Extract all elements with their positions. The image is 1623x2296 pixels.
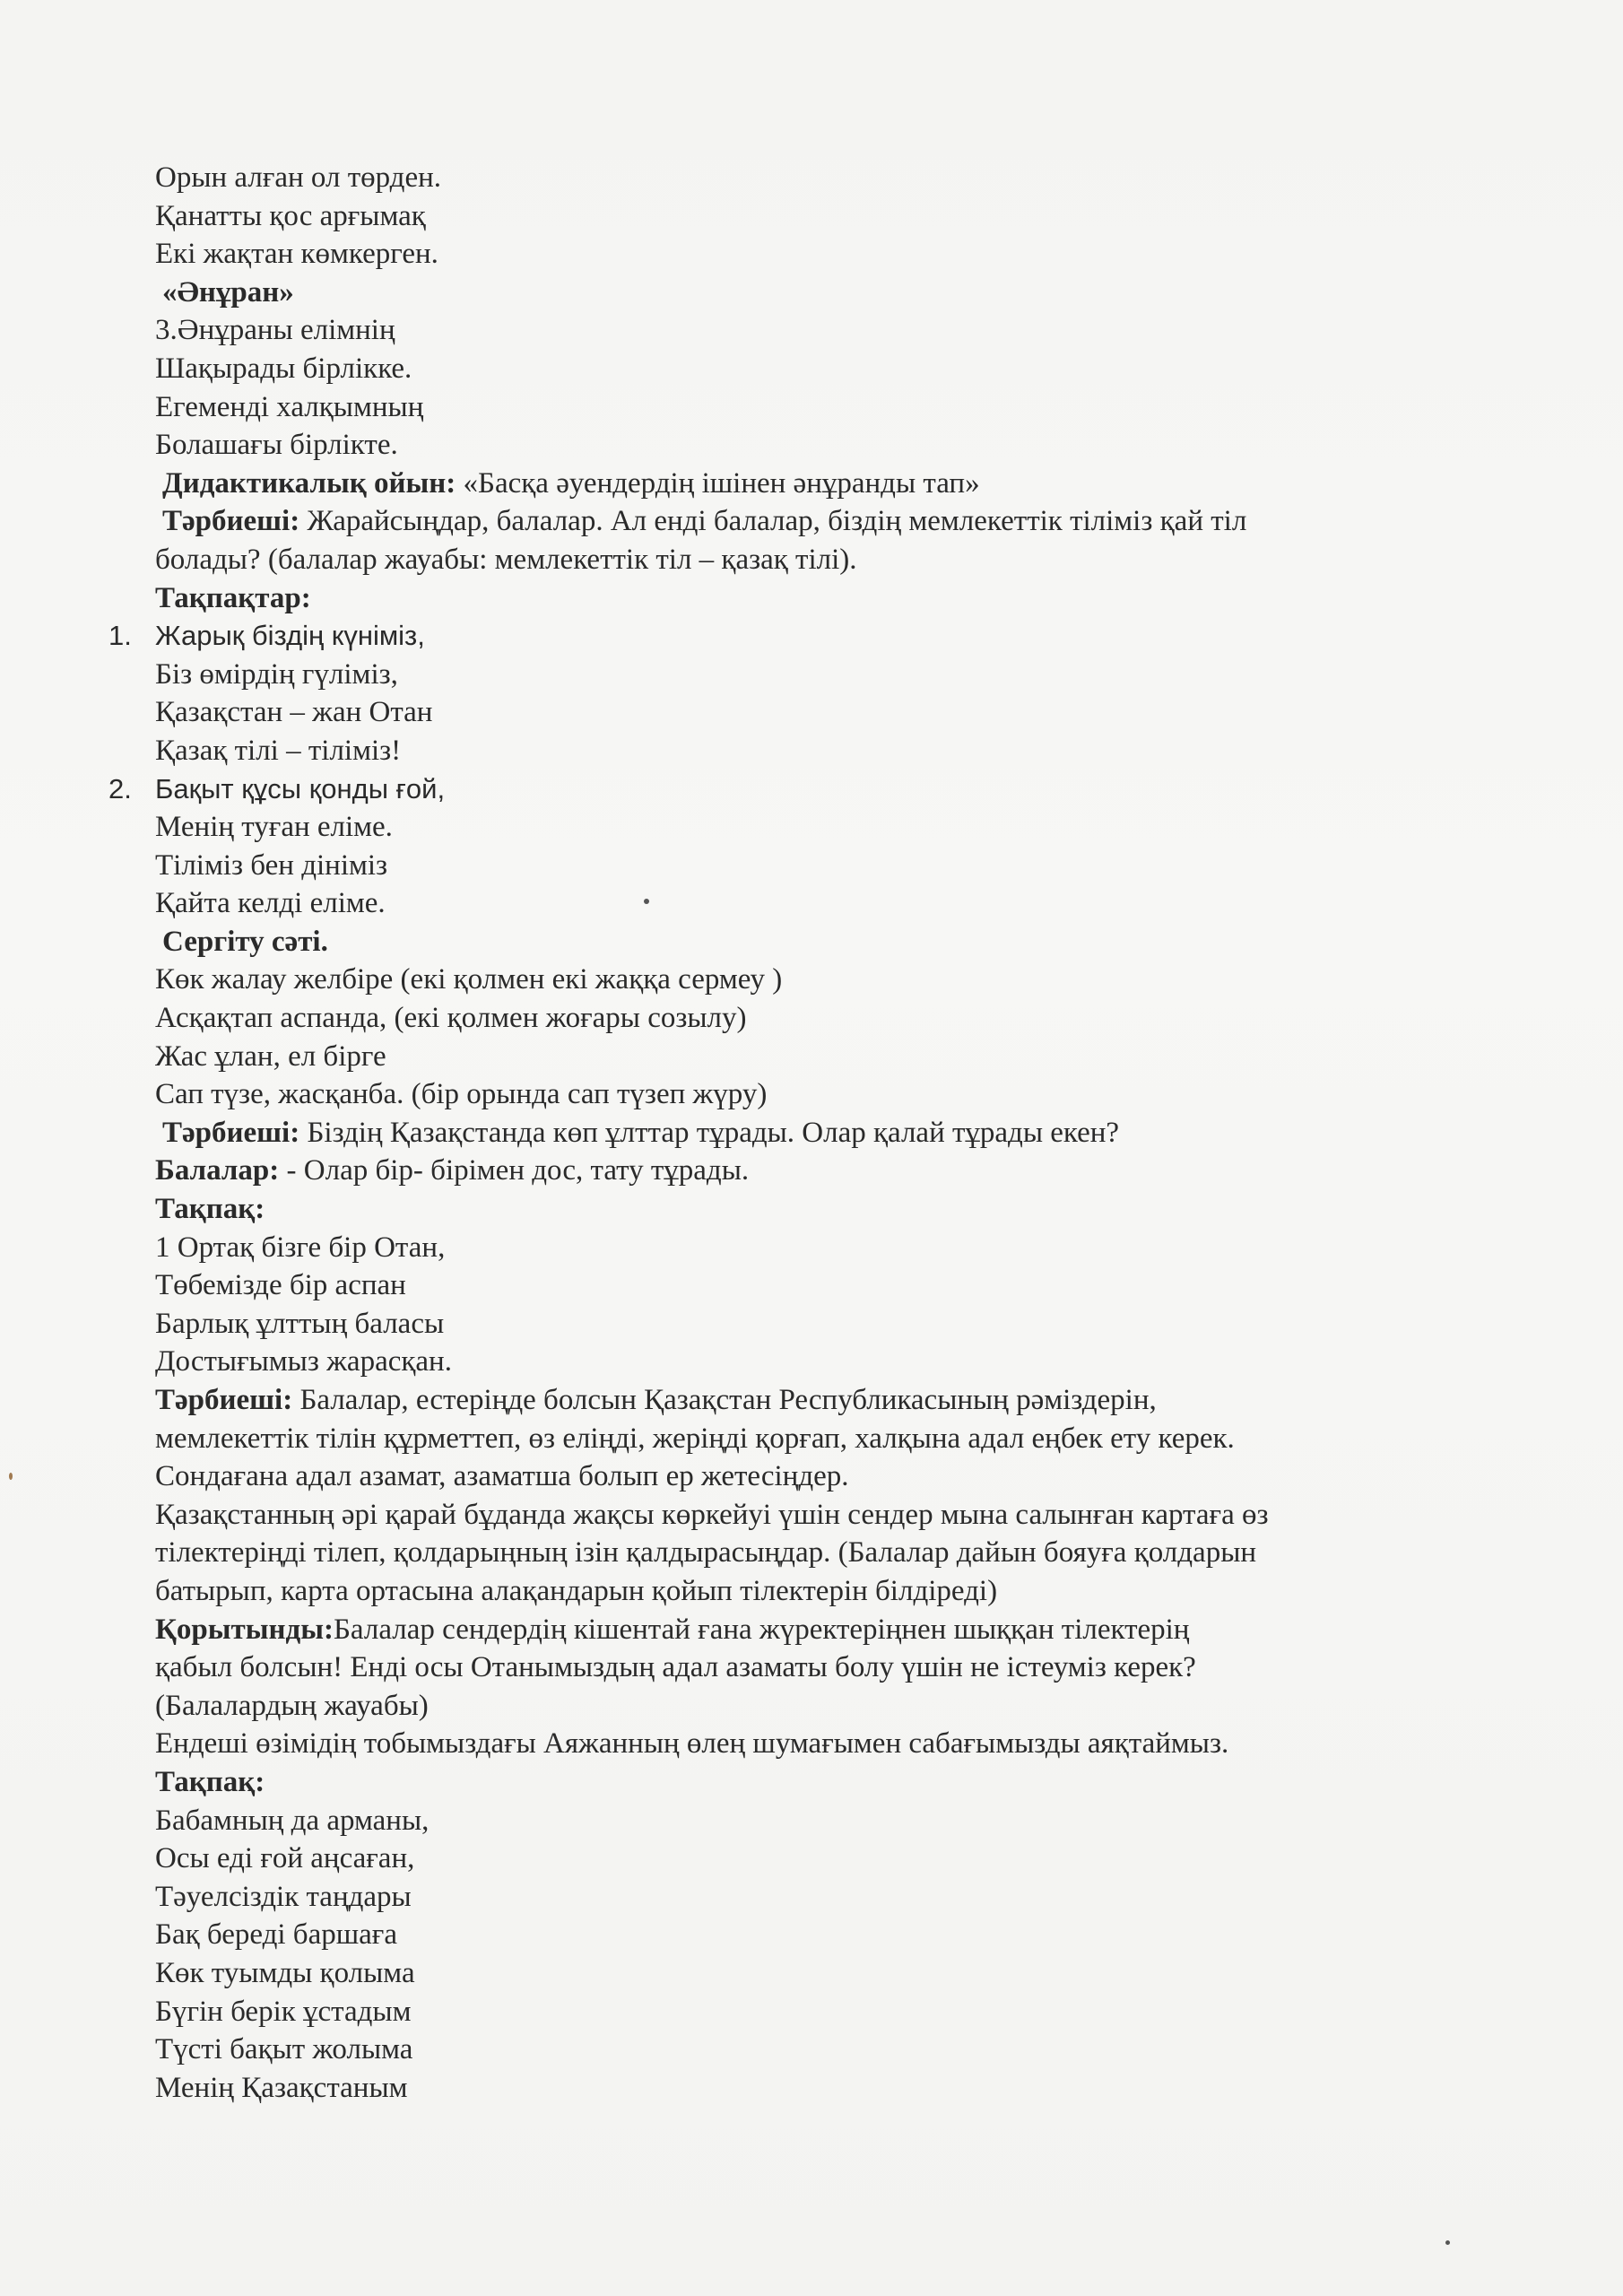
line-text: Жарық біздің күніміз, xyxy=(155,620,425,652)
paragraph-line: (Балалардың жауабы) xyxy=(155,1689,429,1722)
scan-speck xyxy=(644,899,649,904)
section-heading-poem: Тақпақ: xyxy=(155,1193,265,1226)
poem-line: Шақырады бірлікке. xyxy=(155,352,412,385)
poem-line: Қазақ тілі – тіліміз! xyxy=(155,734,402,767)
poem-line: 1 Ортақ бізге бір Отан, xyxy=(155,1231,446,1264)
poem-line: Екі жақтан көмкерген. xyxy=(155,238,438,271)
line-text: «Басқа әуендердің ішінен әнұранды тап» xyxy=(456,466,980,500)
poem-line: Қанатты қос арғымақ xyxy=(155,199,426,232)
list-item xyxy=(108,617,1500,656)
poem-line: Сап түзе, жасқанба. (бір орында сап түзеп жүру) xyxy=(155,1078,768,1111)
section-heading-poems: Тақпақтар: xyxy=(155,581,311,614)
speaker-label: Тәрбиеші: xyxy=(155,1384,293,1416)
speaker-label: Тәрбиеші: xyxy=(162,1116,300,1149)
poem-line: Достығымыз жарасқан. xyxy=(155,1345,452,1378)
poem-line: Қайта келді еліме. xyxy=(155,887,386,920)
line-text: - Олар бір- бірімен дос, тату тұрады. xyxy=(279,1154,750,1187)
section-heading-final-poem: Тақпақ: xyxy=(155,1765,265,1798)
poem-line: Осы еді ғой аңсаған, xyxy=(155,1842,415,1875)
paragraph-line: батырып, карта ортасына алақандарын қойып тілектерін білдіреді) xyxy=(155,1574,998,1607)
poem-line: Тіліміз бен дініміз xyxy=(155,848,388,882)
poem-line: Асқақтап аспанда, (екі қолмен жоғары созылу) xyxy=(155,1002,747,1035)
paragraph-line xyxy=(155,1611,1500,1649)
paragraph-line: қабыл болсын! Енді осы Отанымыздың адал азаматы болу үшін не істеуміз керек? xyxy=(155,1651,1196,1684)
poem-line: Біз өмірдің гүліміз, xyxy=(155,657,398,691)
paragraph-line xyxy=(155,465,1500,503)
line-text: Жарайсыңдар, балалар. Ал енді балалар, біздің мемлекеттік тіліміз қай тіл xyxy=(299,505,1247,538)
document-body xyxy=(108,159,1500,2107)
paragraph-line: тілектеріңді тілеп, қолдарыңның ізін қалдырасыңдар. (Балалар дайын бояуға қолдарын xyxy=(155,1536,1257,1570)
poem-line: Түсті бақыт жолыма xyxy=(155,2033,413,2066)
scan-speck xyxy=(9,1473,13,1480)
paragraph-line: Қазақстанның әрі қарай бұданда жақсы көркейуі үшін сендер мына салынған картаға өз xyxy=(155,1498,1269,1531)
paragraph-line: Ендеші өзімідің тобымыздағы Аяжанның өлең шумағымен сабағымызды аяқтаймыз. xyxy=(155,1727,1229,1761)
poem-line: Қазақстан – жан Отан xyxy=(155,696,433,729)
scan-speck xyxy=(1445,2240,1450,2245)
conclusion-label: Қорытынды: xyxy=(155,1613,334,1646)
section-heading-anthem: «Әнұран» xyxy=(162,275,294,309)
poem-line: Төбемізде бір аспан xyxy=(155,1269,406,1302)
poem-line: Егеменді халқымның xyxy=(155,390,424,423)
speaker-label: Дидактикалық ойын: xyxy=(162,466,456,500)
poem-line: Барлық ұлттың баласы xyxy=(155,1307,445,1340)
poem-line: Тәуелсіздік таңдары xyxy=(155,1880,412,1913)
paragraph-line: мемлекеттік тілін құрметтеп, өз еліңді, жеріңді қорғап, халқына адал еңбек ету керек. xyxy=(155,1422,1235,1455)
section-heading-exercise: Сергіту сәті. xyxy=(162,925,328,958)
paragraph-line xyxy=(155,1152,1500,1190)
list-number: 2. xyxy=(108,772,132,804)
poem-line: Болашағы бірлікте. xyxy=(155,429,398,462)
poem-line: Көк жалау желбіре (екі қолмен екі жаққа сермеу ) xyxy=(155,963,783,996)
paragraph-line xyxy=(155,1114,1500,1152)
poem-line: Менің Қазақстаным xyxy=(155,2071,408,2104)
poem-line: 3.Әнұраны елімнің xyxy=(155,314,395,347)
speaker-label: Тәрбиеші: xyxy=(162,505,300,538)
line-text: Бақыт құсы қонды ғой, xyxy=(155,772,446,804)
poem-line: Көк туымды қолыма xyxy=(155,1956,415,1989)
list-number: 1. xyxy=(108,620,132,652)
poem-line: Менің туған еліме. xyxy=(155,811,393,844)
paragraph-line: болады? (балалар жауабы: мемлекеттік тіл – қазақ тілі). xyxy=(155,543,857,576)
list-item xyxy=(108,770,1500,809)
paragraph-line: Сондағана адал азамат, азаматша болып ер жетесіңдер. xyxy=(155,1460,849,1493)
speaker-label: Балалар: xyxy=(155,1154,280,1187)
poem-line: Жас ұлан, ел бірге xyxy=(155,1039,386,1073)
line-text: Балалар, естеріңде болсын Қазақстан Республикасының рәміздерін, xyxy=(292,1384,1157,1416)
line-text: Балалар сендердің кішентай ғана жүректеріңнен шыққан тілектерің xyxy=(333,1613,1190,1646)
poem-line: Орын алған ол төрден. xyxy=(155,161,442,194)
poem-line: Бабамның да арманы, xyxy=(155,1804,430,1837)
poem-line: Бүгін берік ұстадым xyxy=(155,1995,412,2028)
poem-line: Бақ береді баршаға xyxy=(155,1918,397,1952)
paragraph-line xyxy=(155,502,1500,541)
line-text: Біздің Қазақстанда көп ұлттар тұрады. Олар қалай тұрады екен? xyxy=(299,1116,1120,1149)
paragraph-line xyxy=(155,1381,1500,1420)
